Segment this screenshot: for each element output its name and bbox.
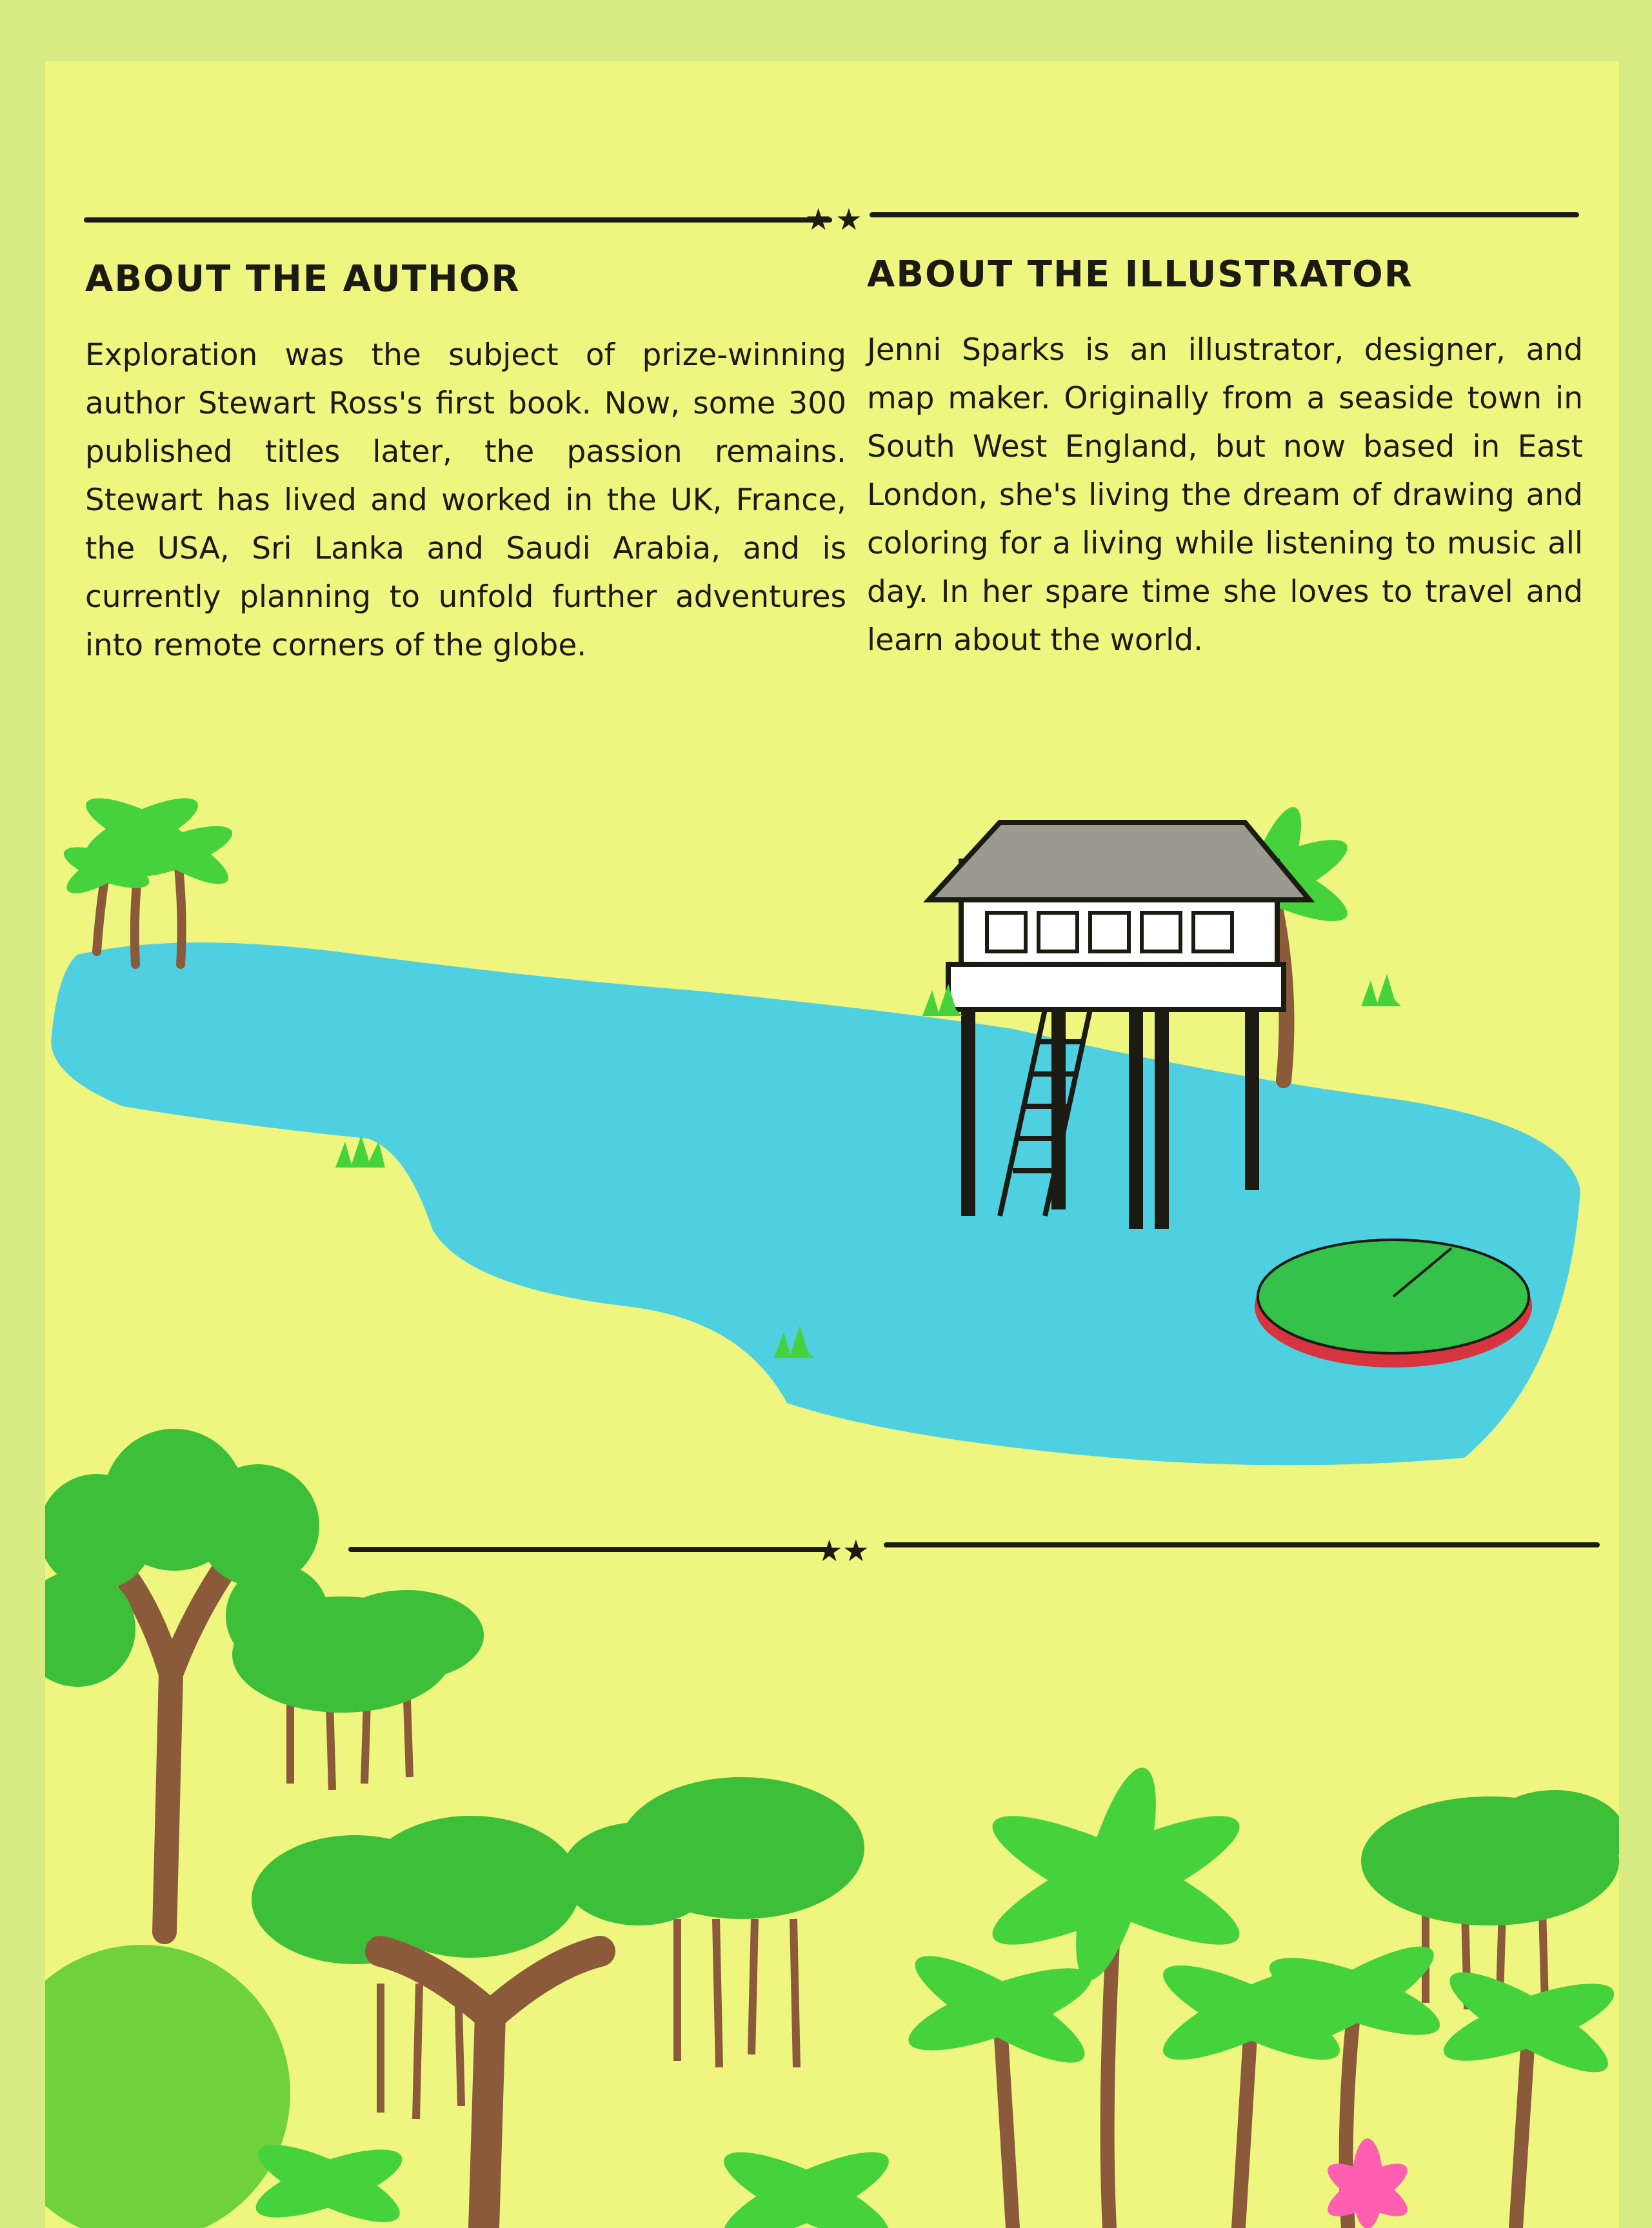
round-shrub (45, 1945, 290, 2228)
river (51, 942, 1580, 1465)
bottom-divider-stars: ★★ (816, 1533, 870, 1568)
mangrove-grove-left (232, 1590, 484, 1790)
mangrove-grove-center (252, 1777, 864, 2119)
divider-line-left (84, 217, 832, 223)
jungle-river-illustration (45, 739, 1619, 2228)
illustrator-heading: ABOUT THE ILLUSTRATOR (867, 254, 1413, 295)
pink-flower (1320, 2138, 1414, 2228)
divider-line-right (870, 212, 1579, 217)
giant-lily-pad (1255, 1240, 1532, 1368)
author-bio: Exploration was the subject of prize-winning author Stewart Ross's first book. Now, some 300 published titles later, the passion remains. Stewart has lived and worked in the UK, France, the USA, Sri Lanka and Saudi Arabia, and is currently planning to unfold further adventures into remote corners of the globe. (85, 337, 846, 663)
palm-fronds-left (59, 786, 238, 902)
author-heading: ABOUT THE AUTHOR (85, 258, 521, 300)
bottom-divider-line-right (884, 1542, 1600, 1547)
divider-stars: ★★ (805, 202, 866, 237)
book-page (45, 61, 1619, 2228)
illustrator-bio: Jenni Sparks is an illustrator, designer, and map maker. Originally from a seaside town in South West England, but now based in East London, she's living the dream of drawing and coloring for a living while listening to music all day. In her spare time she loves to travel and learn about the world. (867, 332, 1583, 658)
bottom-divider-line-left (348, 1547, 832, 1552)
